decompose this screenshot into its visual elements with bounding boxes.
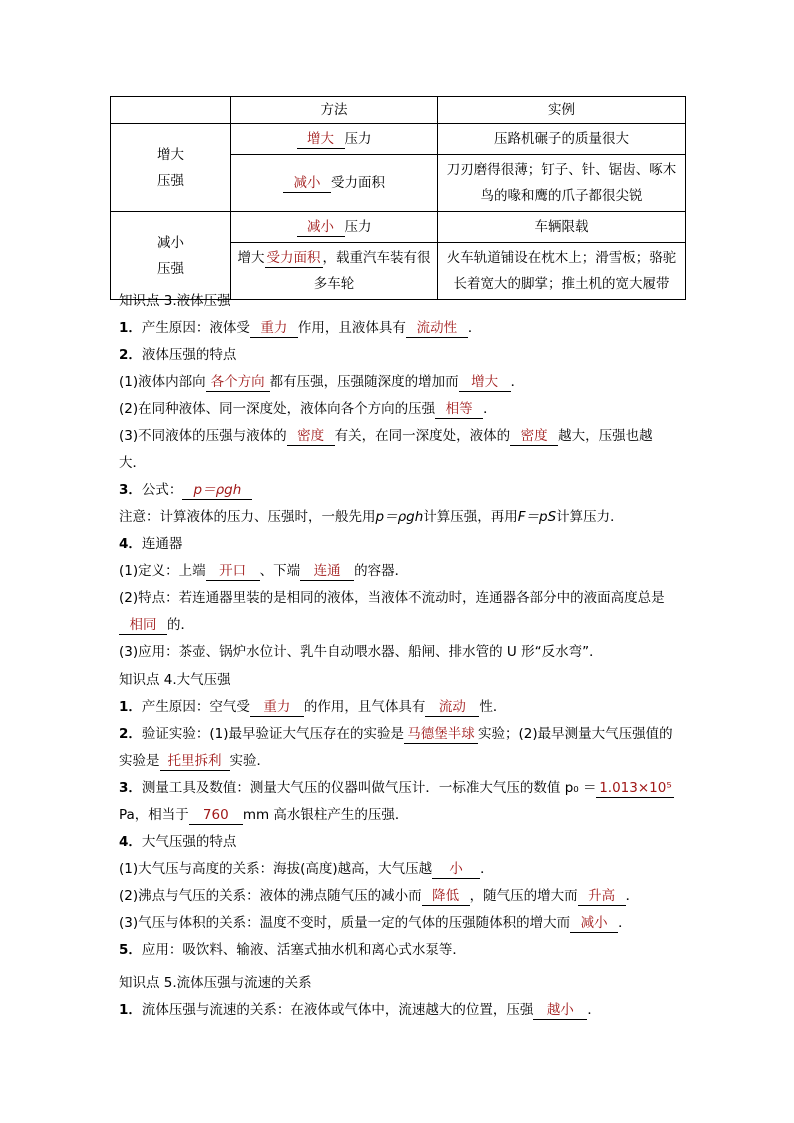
- text-span: 实验；(2)最早测量大气压强值的实验是: [119, 726, 673, 769]
- text-span: mm 高水银柱产生的压强．: [242, 807, 409, 823]
- text-span: 产生原因：液体受: [141, 320, 250, 336]
- table-row: [111, 124, 686, 155]
- list-item: (3)应用：茶壶、锅炉水位计、乳牛自动喂水器、船闸、排水管的 U 形“反水弯”．: [119, 644, 603, 660]
- list-item: [119, 342, 689, 369]
- answer-fill: p＝ρgh: [182, 482, 252, 500]
- text-span: 2．: [119, 726, 142, 742]
- list-item: [119, 721, 675, 775]
- text-span: 测量工具及数值：测量大气压的仪器叫做气压计．一标准大气压的数值 p₀ ＝: [141, 780, 597, 796]
- table-header-example: 实例: [438, 97, 686, 124]
- text-span: 计算压力．: [556, 509, 624, 525]
- answer-fill: 小: [432, 861, 480, 879]
- answer-fill: 开口: [206, 563, 260, 581]
- list-item: [119, 531, 689, 558]
- section-title: 知识点 3.液体压强: [119, 293, 231, 309]
- text-span: 压力: [344, 131, 372, 147]
- list-item: [119, 558, 689, 585]
- text-span: ．: [587, 1002, 601, 1018]
- text-span: 实验．: [229, 753, 270, 769]
- text-span: F＝pS: [517, 509, 557, 525]
- list-item: [119, 694, 689, 721]
- section-atmospheric-pressure: [119, 667, 689, 964]
- answer-fill: 各个方向: [206, 374, 270, 392]
- text-span: 注意：计算液体的压力、压强时，一般先用: [119, 509, 376, 525]
- text-span: 5．: [119, 942, 142, 958]
- text-span: 1．: [119, 320, 142, 336]
- text-span: (3)不同液体的压强与液体的: [119, 428, 287, 444]
- method-cell: [231, 212, 438, 243]
- method-cell: [231, 155, 438, 212]
- text-span: 增大: [237, 250, 265, 266]
- list-item: [119, 315, 689, 342]
- text-span: 越大，压强也越大．: [119, 428, 653, 471]
- text-span: (1)液体内部向: [119, 374, 206, 390]
- answer-fill: 连通: [300, 563, 354, 581]
- answer-fill: 降低: [422, 888, 470, 906]
- list-item: [119, 504, 689, 531]
- text-span: 流体压强与流速的关系：在液体或气体中，流速越大的位置，压强: [141, 1002, 534, 1018]
- text-span: 压力: [344, 219, 372, 235]
- list-item: [119, 937, 689, 964]
- text-span: (2)沸点与气压的关系：液体的沸点随气压的减小而: [119, 888, 422, 904]
- text-span: 液体压强的特点: [141, 347, 237, 363]
- text-span: 计算压强，再用: [423, 509, 518, 525]
- text-span: 3．: [119, 482, 142, 498]
- answer-fill: 减小: [297, 219, 345, 237]
- text-span: 应用：吸饮料、输液、活塞式抽水机和离心式水泵等．: [141, 942, 466, 958]
- text-span: 4．: [119, 536, 142, 552]
- text-span: ．: [480, 861, 494, 877]
- text-span: 4．: [119, 834, 142, 850]
- list-item: [119, 585, 671, 639]
- section-title: 知识点 4.大气压强: [119, 672, 231, 688]
- list-item: [119, 477, 689, 504]
- answer-fill: 1.013×10⁵: [596, 780, 674, 798]
- answer-fill: 减小: [570, 915, 618, 933]
- answer-fill: 重力: [250, 320, 298, 338]
- section-fluid-pressure: [119, 970, 689, 1024]
- group-label-decrease: 减小 压强: [111, 212, 231, 300]
- group-label-increase: 增大 压强: [111, 124, 231, 212]
- text-span: (2)特点：若连通器里装的是相同的液体，当液体不流动时，连通器各部分中的液面高度总是: [119, 590, 665, 606]
- list-item: [119, 856, 689, 883]
- text-span: 1．: [119, 699, 142, 715]
- text-span: 连通器: [141, 536, 183, 552]
- text-span: ．: [483, 401, 497, 417]
- text-span: 2．: [119, 347, 142, 363]
- answer-fill: 流动: [425, 699, 479, 717]
- text-span: (1)大气压与高度的关系：海拔(高度)越高，大气压越: [119, 861, 433, 877]
- answer-fill: 减小: [283, 175, 331, 193]
- table-header-method: 方法: [231, 97, 438, 124]
- text-span: (3)气压与体积的关系：温度不变时，质量一定的气体的压强随体积的增大而: [119, 915, 571, 931]
- table-header-empty: [111, 97, 231, 124]
- table-header-row: [111, 97, 686, 124]
- answer-fill: 增大: [459, 374, 511, 392]
- answer-fill: 托里拆利: [160, 753, 230, 771]
- text-span: 的容器．: [354, 563, 409, 579]
- section-liquid-pressure: [119, 288, 689, 666]
- text-span: 作用，且液体具有: [297, 320, 406, 336]
- pressure-methods-table: [110, 96, 686, 300]
- answer-fill: 增大: [297, 131, 345, 149]
- text-span: (2)在同种液体、同一深度处，液体向各个方向的压强: [119, 401, 436, 417]
- example-cell: 压路机碾子的质量很大: [438, 124, 686, 155]
- method-cell: [231, 124, 438, 155]
- list-item: [119, 396, 689, 423]
- text-span: 产生原因：空气受: [141, 699, 250, 715]
- answer-fill: 相等: [435, 401, 483, 419]
- answer-fill: 升高: [578, 888, 626, 906]
- text-span: ．: [625, 888, 640, 904]
- text-span: 有关，在同一深度处，液体的: [334, 428, 511, 444]
- list-item: [119, 423, 671, 477]
- text-span: 、下端: [259, 563, 301, 579]
- example-cell: 火车轨道铺设在枕木上；滑雪板；骆驼长着宽大的脚掌；推土机的宽大履带: [438, 243, 686, 300]
- text-span: 3．: [119, 780, 142, 796]
- text-span: 受力面积: [331, 175, 385, 191]
- text-span: 的作用，且气体具有: [303, 699, 426, 715]
- text-span: 性．: [479, 699, 507, 715]
- text-span: 的．: [167, 617, 194, 633]
- text-span: p＝ρgh: [375, 509, 424, 525]
- text-span: ．: [510, 374, 525, 390]
- example-cell: 刀刃磨得很薄；钉子、针、锯齿、啄木鸟的喙和鹰的爪子都很尖锐: [438, 155, 686, 212]
- answer-fill: 760: [189, 807, 243, 825]
- text-span: ，随气压的增大而: [469, 888, 578, 904]
- answer-fill: 越小: [533, 1002, 587, 1020]
- answer-fill: 受力面积: [266, 250, 321, 266]
- answer-fill: 马德堡半球: [404, 726, 478, 744]
- section-title: 知识点 5.流体压强与流速的关系: [119, 975, 312, 991]
- text-span: ，载重汽车装有很多车轮: [313, 250, 431, 292]
- text-span: 都有压强，压强随深度的增加而: [269, 374, 459, 390]
- text-span: 验证实验：(1)最早验证大气压存在的实验是: [141, 726, 405, 742]
- answer-fill: 密度: [287, 428, 335, 446]
- list-item: [119, 369, 689, 396]
- text-span: ．: [618, 915, 632, 931]
- table-row: [111, 212, 686, 243]
- text-span: ．: [467, 320, 482, 336]
- text-span: 大气压强的特点: [141, 834, 237, 850]
- list-item: [119, 883, 689, 910]
- list-item: [119, 997, 689, 1024]
- text-span: 公式：: [141, 482, 183, 498]
- answer-fill: 流动性: [406, 320, 468, 338]
- answer-fill: 相同: [119, 617, 167, 635]
- text-span: (1)定义：上端: [119, 563, 206, 579]
- list-item: [119, 775, 675, 829]
- text-span: 1．: [119, 1002, 142, 1018]
- answer-fill: 重力: [250, 699, 304, 717]
- example-cell: 车辆限载: [438, 212, 686, 243]
- list-item: [119, 910, 689, 937]
- text-span: Pa，相当于: [119, 807, 189, 823]
- answer-fill: 密度: [510, 428, 558, 446]
- list-item: [119, 829, 689, 856]
